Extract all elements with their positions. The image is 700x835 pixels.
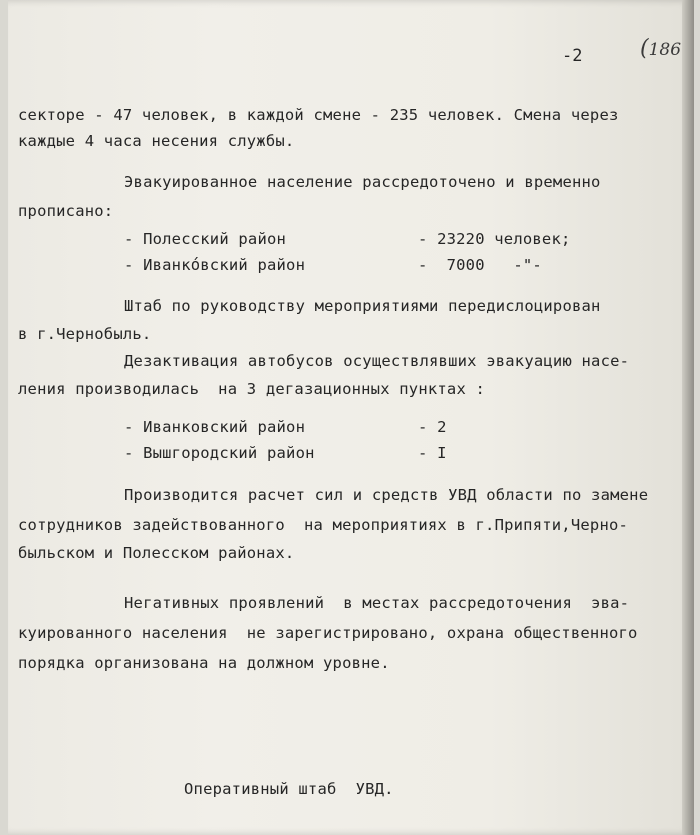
decon-line-2: ления производилась на 3 дегазационных пунктах : [18, 380, 486, 398]
hq-line-2: в г.Чернобыль. [18, 325, 152, 343]
evac-value-2: - 7000 -"- [418, 256, 542, 274]
negative-line-1: Негативных проявлений в местах рассредоточения эва- [124, 594, 630, 612]
forces-line-3: быльском и Полесском районах. [18, 544, 295, 562]
handwritten-archive-number: (186 [640, 36, 682, 61]
negative-line-2: куированного населения не зарегистрировано, охрана общественного [18, 624, 638, 642]
decon-value-2: - I [418, 444, 447, 462]
forces-line-1: Производится расчет сил и средств УВД области по замене [124, 486, 649, 504]
decon-district-2: - Вышгородский район [124, 444, 315, 462]
page-number: -2 [562, 46, 583, 66]
decon-line-1: Дезактивация автобусов осуществлявших эвакуацию насе- [124, 352, 630, 370]
evac-district-2: - Иванкόвский район [124, 256, 306, 274]
forces-line-2: сотрудников задействованного на мероприятиях в г.Припяти,Черно- [18, 516, 629, 534]
document-page [8, 0, 694, 835]
page-edge [682, 0, 694, 835]
negative-line-3: порядка организована на должном уровне. [18, 654, 390, 672]
hq-line-1: Штаб по руководству мероприятиями передислоцирован [124, 297, 601, 315]
decon-district-1: - Иванковский район [124, 418, 306, 436]
evac-value-1: - 23220 человек; [418, 230, 571, 248]
evacuated-line-1: Эвакуированное население рассредоточено и временно [124, 173, 601, 191]
signature-line: Оперативный штаб УВД. [184, 780, 394, 798]
evac-district-1: - Полесский район [124, 230, 287, 248]
intro-line-1: секторе - 47 человек, в каждой смене - 235 человек. Смена через [18, 106, 619, 124]
evacuated-line-2: прописано: [18, 202, 114, 220]
intro-line-2: каждые 4 часа несения службы. [18, 132, 295, 150]
decon-value-1: - 2 [418, 418, 447, 436]
